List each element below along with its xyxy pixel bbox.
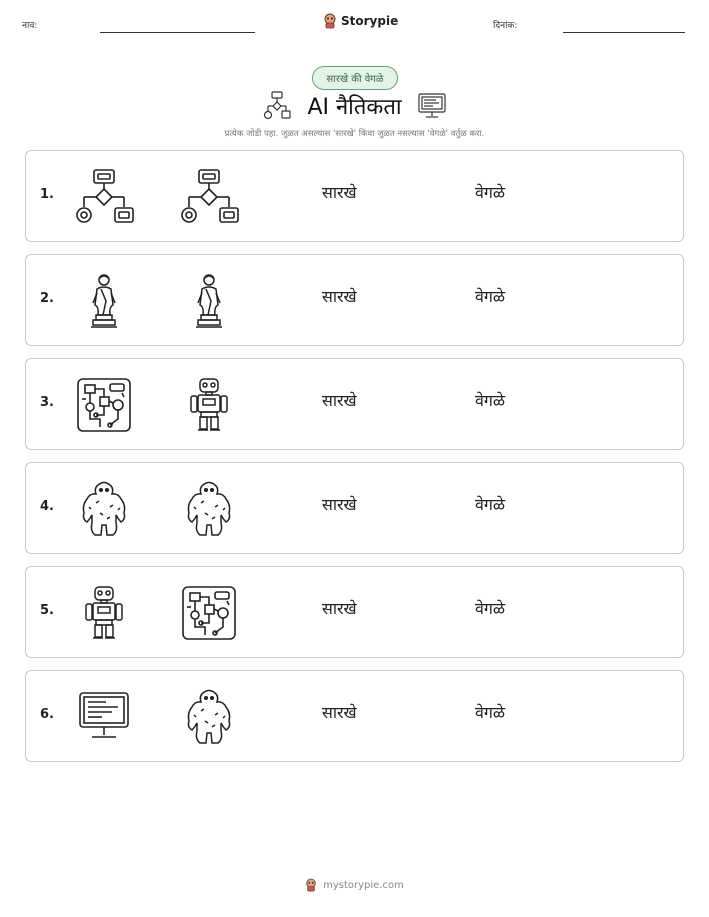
- row-number: 4.: [40, 499, 54, 514]
- pair-row: [25, 254, 684, 346]
- pair-row: [25, 462, 684, 554]
- same-option[interactable]: सारखे: [322, 703, 357, 722]
- footer: [0, 878, 709, 892]
- robot-icon: [74, 583, 134, 643]
- different-option[interactable]: वेगळे: [475, 599, 506, 618]
- golem-icon: [74, 479, 134, 539]
- same-option[interactable]: सारखे: [322, 599, 357, 618]
- row-number: 5.: [40, 603, 54, 618]
- storypie-mascot-icon: [323, 13, 337, 29]
- pair-row: [25, 566, 684, 658]
- date-label: दिनांक:: [493, 21, 518, 31]
- flowchart-icon: [179, 167, 239, 227]
- circuit-board-icon: [74, 375, 134, 435]
- flowchart-icon: [263, 91, 291, 121]
- footer-url[interactable]: mystorypie.com: [323, 879, 404, 891]
- computer-monitor-icon: [74, 687, 134, 747]
- title-row: [0, 88, 709, 124]
- storypie-mascot-icon: [305, 878, 317, 892]
- different-option[interactable]: वेगळे: [475, 183, 506, 202]
- brand-logo: [323, 13, 398, 29]
- different-option[interactable]: वेगळे: [475, 391, 506, 410]
- pair-row: [25, 670, 684, 762]
- flowchart-icon: [74, 167, 134, 227]
- date-line[interactable]: [563, 32, 685, 33]
- same-option[interactable]: सारखे: [322, 495, 357, 514]
- golem-icon: [179, 479, 239, 539]
- circuit-board-icon: [179, 583, 239, 643]
- different-option[interactable]: वेगळे: [475, 495, 506, 514]
- row-number: 2.: [40, 291, 54, 306]
- category-badge: सारखे की वेगळे: [312, 66, 398, 90]
- row-number: 3.: [40, 395, 54, 410]
- computer-monitor-icon: [418, 93, 446, 119]
- pair-row: [25, 358, 684, 450]
- page-title: AI नैतिकता: [307, 95, 402, 120]
- name-label: नाव:: [22, 21, 38, 31]
- same-option[interactable]: सारखे: [322, 287, 357, 306]
- pair-row: [25, 150, 684, 242]
- row-number: 6.: [40, 707, 54, 722]
- statue-icon: [179, 271, 239, 331]
- statue-icon: [74, 271, 134, 331]
- same-option[interactable]: सारखे: [322, 183, 357, 202]
- robot-icon: [179, 375, 239, 435]
- different-option[interactable]: वेगळे: [475, 703, 506, 722]
- row-number: 1.: [40, 187, 54, 202]
- brand-name: Storypie: [341, 14, 399, 28]
- instructions: प्रत्येक जोडी पहा. जुळत असल्यास 'सारखे' किंवा जुळत नसल्यास 'वेगळे' वर्तुळ करा.: [224, 129, 485, 139]
- same-option[interactable]: सारखे: [322, 391, 357, 410]
- different-option[interactable]: वेगळे: [475, 287, 506, 306]
- name-line[interactable]: [100, 32, 255, 33]
- golem-icon: [179, 687, 239, 747]
